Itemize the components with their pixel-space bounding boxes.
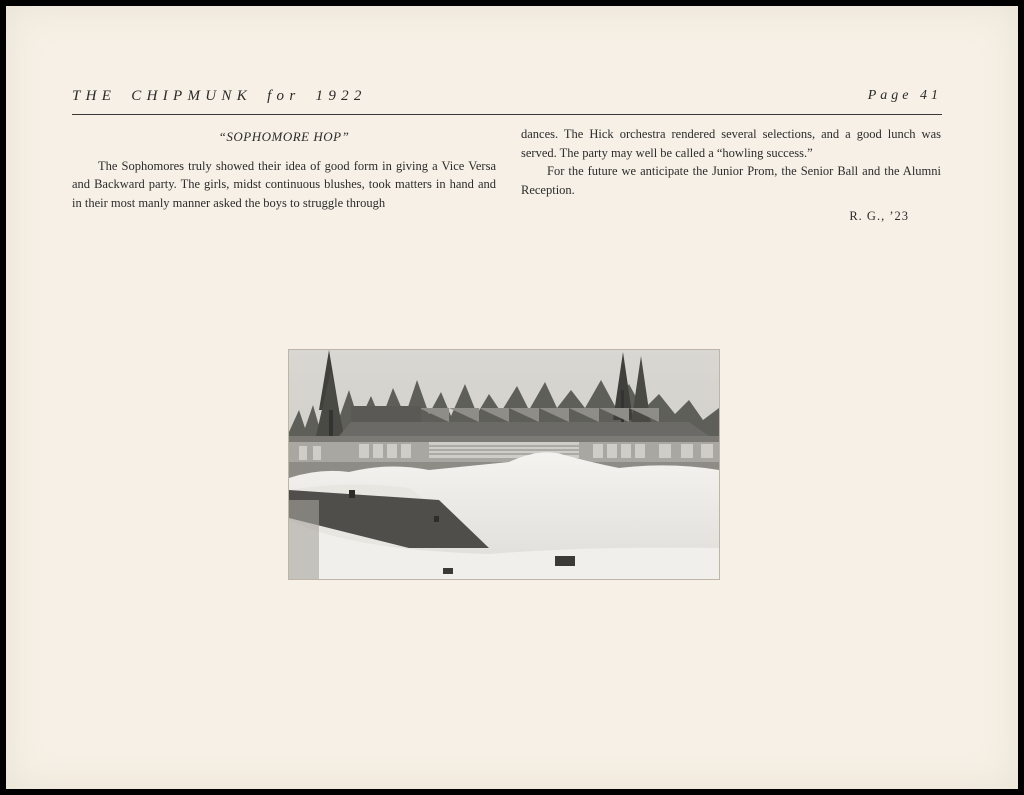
- closing-paragraph: For the future we anticipate the Junior Prom, the Senior Ball and the Alumni Reception.: [521, 164, 941, 197]
- snowy-school-photo: [288, 349, 720, 580]
- right-column: [521, 125, 941, 226]
- article-paragraph-continued: dances. The Hick orchestra rendered several selections, and a good lunch was served. The party may well be called a “howling success.”: [521, 127, 941, 160]
- page-number: Page 41: [867, 88, 942, 103]
- article-paragraph: The Sophomores truly showed their idea of good form in giving a Vice Versa and Backward party. The girls, midst continuous blushes, took matters in hand and in their most manly manner asked the boys to struggle through: [72, 158, 496, 210]
- page-header: [72, 84, 942, 115]
- left-column: [72, 124, 496, 212]
- yearbook-page: [6, 6, 1018, 789]
- header-title: THE CHIPMUNK for 1922: [72, 88, 367, 104]
- author-signature: R. G., ’23: [849, 209, 909, 223]
- photo-illustration: [289, 350, 719, 579]
- article-title: “SOPHOMORE HOP”: [218, 129, 350, 144]
